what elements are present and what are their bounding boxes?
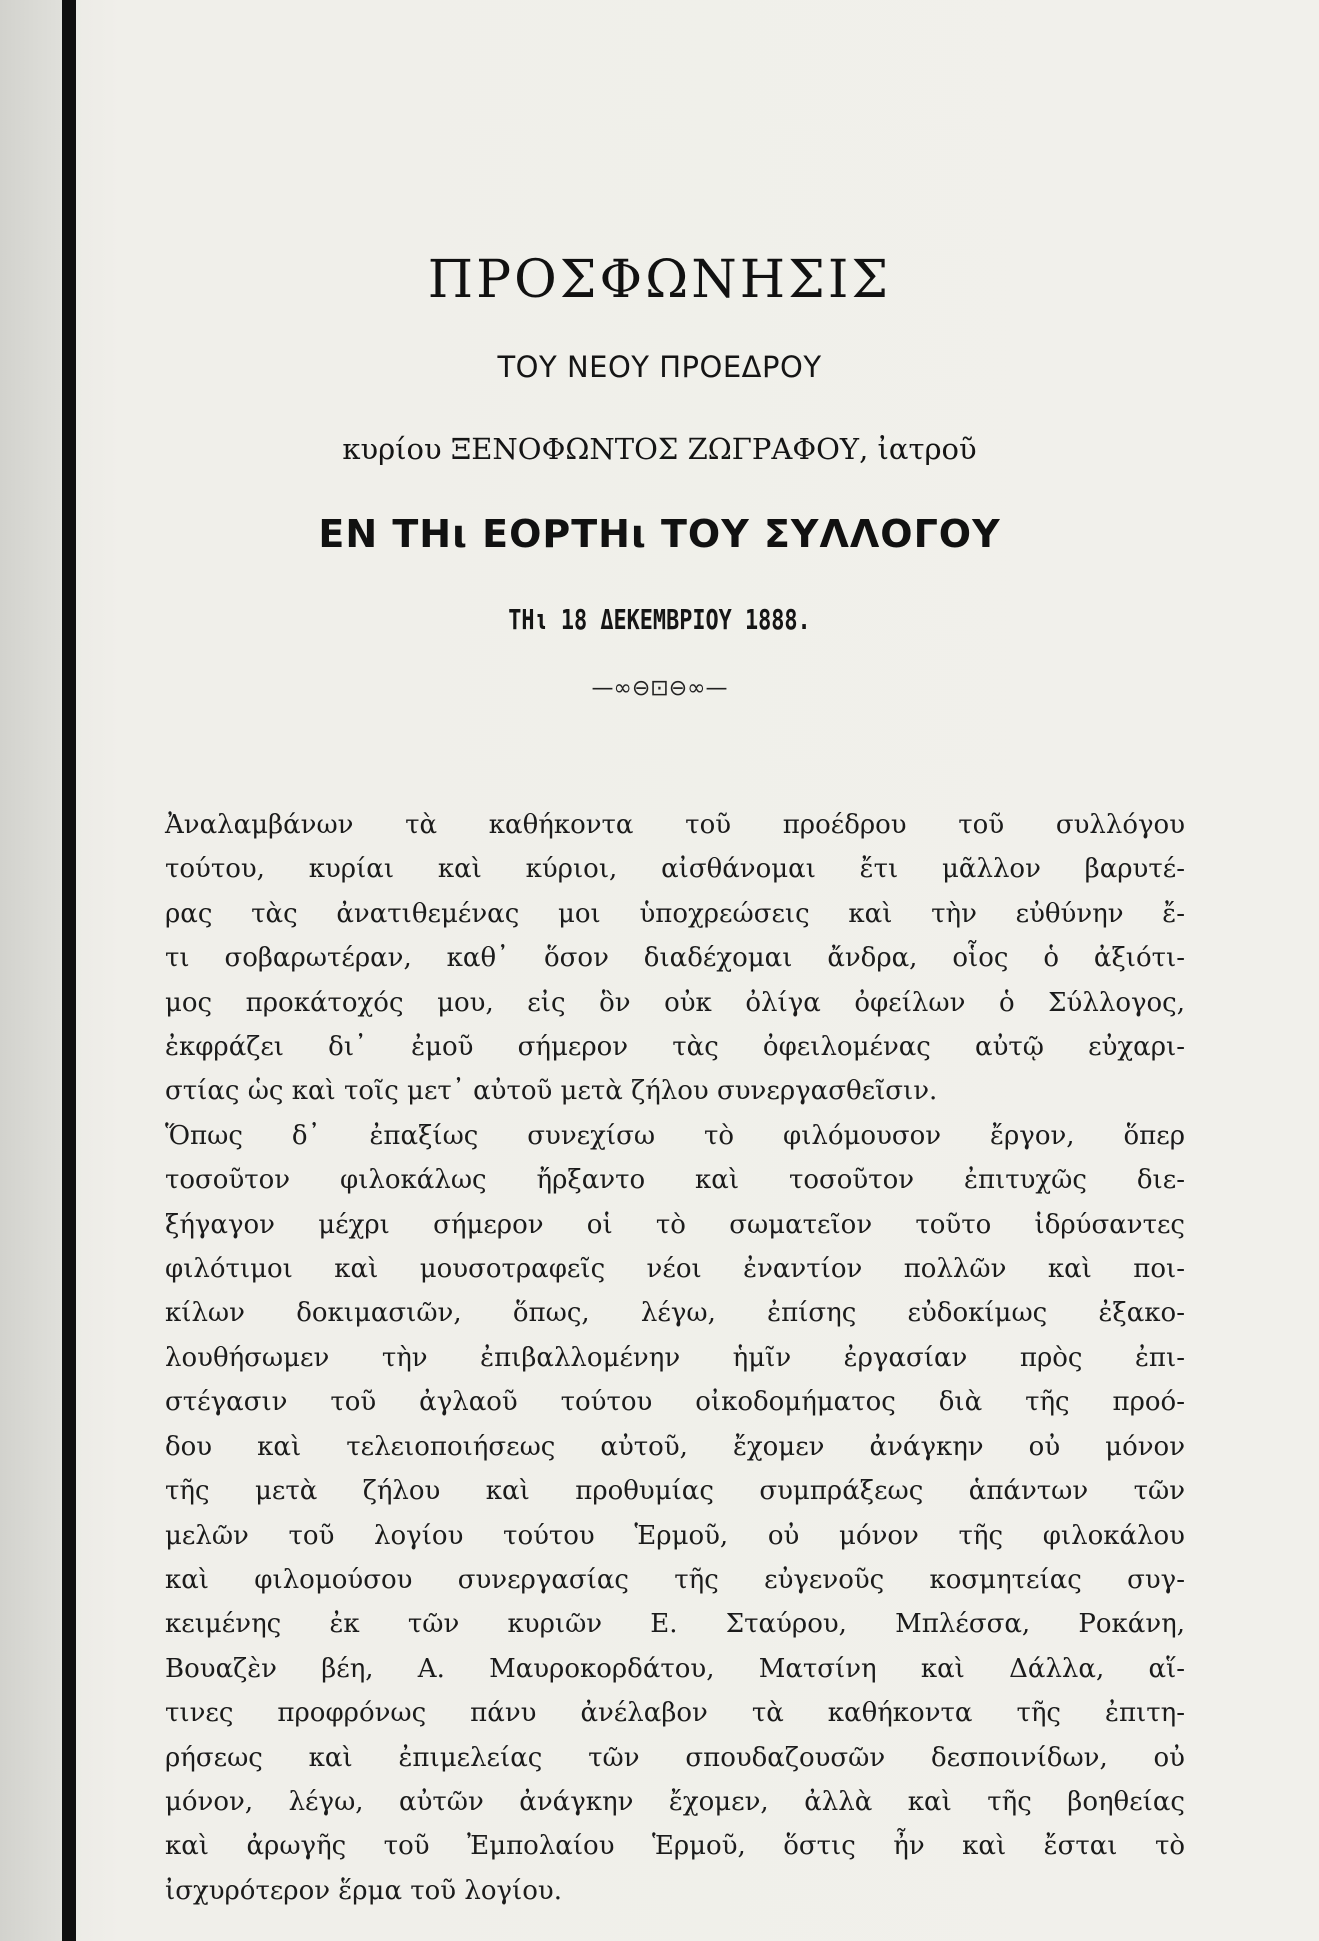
text-line: κίλων δοκιμασιῶν, ὅπως, λέγω, ἐπίσης εὐδοκίμως ἐξακο- <box>165 1298 1185 1329</box>
text-line: Ὅπως δ᾽ ἐπαξίως συνεχίσω τὸ φιλόμουσον ἔργον, ὅπερ <box>165 1120 1185 1151</box>
page-title: ΠΡΟΣΦΩΝΗΣΙΣ <box>427 250 892 310</box>
text-line: ἐκφράζει δι᾽ ἐμοῦ σήμερον τὰς ὀφειλομένας αὐτῷ εὐχαρι- <box>165 1032 1185 1063</box>
subtitle-occasion: ΕΝ ΤΗι ΕΟΡΤΗι ΤΟΥ ΣΥΛΛΟΓΟΥ <box>318 512 1001 556</box>
body-text <box>165 803 1185 1913</box>
text-line: τινες προφρόνως πάνυ ἀνέλαβον τὰ καθήκοντα τῆς ἐπιτη- <box>165 1698 1185 1729</box>
text-line: τῆς μετὰ ζήλου καὶ προθυμίας συμπράξεως ἁπάντων τῶν <box>165 1476 1185 1507</box>
text-line: φιλότιμοι καὶ μουσοτραφεῖς νέοι ἐναντίον πολλῶν καὶ ποι- <box>165 1254 1185 1285</box>
text-line: Ἀναλαμβάνων τὰ καθήκοντα τοῦ προέδρου τοῦ συλλόγου <box>165 810 1185 840</box>
text-line: ρήσεως καὶ ἐπιμελείας τῶν σπουδαζουσῶν δεσποινίδων, οὐ <box>165 1742 1185 1773</box>
text-line: μος προκάτοχός μου, εἰς ὃν οὐκ ὀλίγα ὀφείλων ὁ Σύλλογος, <box>165 987 1185 1018</box>
text-line: μελῶν τοῦ λογίου τούτου Ἑρμοῦ, οὐ μόνον τῆς φιλοκάλου <box>165 1520 1185 1551</box>
text-line: στέγασιν τοῦ ἀγλαοῦ τούτου οἰκοδομήματος διὰ τῆς προό- <box>165 1387 1185 1418</box>
text-line: ξήγαγον μέχρι σήμερον οἱ τὸ σωματεῖον τοῦτο ἱδρύσαντες <box>165 1209 1185 1240</box>
text-line: λουθήσωμεν τὴν ἐπιβαλλομένην ἡμῖν ἐργασίαν πρὸς ἐπι- <box>165 1342 1185 1373</box>
text-line: ἰσχυρότερον ἕρμα τοῦ λογίου. <box>165 1875 562 1906</box>
subtitle-name: κυρίου ΞΕΝΟΦΩΝΤΟΣ ΖΩΓΡΑΦΟΥ, ἰατροῦ <box>342 432 977 466</box>
subtitle-president: ΤΟΥ ΝΕΟΥ ΠΡΟΕΔΡΟΥ <box>497 350 822 384</box>
text-line: Βουαζὲν βέη, Α. Μαυροκορδάτου, Ματσίνη καὶ Δάλλα, αἵ- <box>165 1653 1185 1684</box>
text-line: τοσοῦτον φιλοκάλως ἤρξαντο καὶ τοσοῦτον ἐπιτυχῶς διε- <box>165 1165 1185 1196</box>
text-line: ρας τὰς ἀνατιθεμένας μοι ὑποχρεώσεις καὶ τὴν εὐθύνην ἔ- <box>165 898 1185 929</box>
text-line: δου καὶ τελειοποιήσεως αὐτοῦ, ἔχομεν ἀνάγκην οὐ μόνον <box>165 1431 1185 1462</box>
text-line: κειμένης ἐκ τῶν κυριῶν Ε. Σταύρου, Μπλέσσα, Ροκάνη, <box>165 1609 1185 1640</box>
date-line: ΤΗι 18 ΔΕΚΕΜΒΡΙΟΥ 1888. <box>508 603 811 636</box>
text-line: τούτου, κυρίαι καὶ κύριοι, αἰσθάνομαι ἔτι μᾶλλον βαρυτέ- <box>165 854 1185 885</box>
text-line: καὶ φιλομούσου συνεργασίας τῆς εὐγενοῦς κοσμητείας συγ- <box>165 1564 1185 1595</box>
text-line: καὶ ἀρωγῆς τοῦ Ἐμπολαίου Ἑρμοῦ, ὅστις ἦν καὶ ἔσται τὸ <box>165 1831 1185 1862</box>
text-line: μόνον, λέγω, αὐτῶν ἀνάγκην ἔχομεν, ἀλλὰ καὶ τῆς βοηθείας <box>165 1786 1185 1817</box>
text-line: τι σοβαρωτέραν, καθ᾽ ὅσον διαδέχομαι ἄνδρα, οἷος ὁ ἀξιότι- <box>165 943 1185 974</box>
ornament-divider: —∞⊖⊡⊖∞— <box>591 676 728 701</box>
text-line: στίας ὡς καὶ τοῖς μετ᾽ αὐτοῦ μετὰ ζήλου συνεργασθεῖσιν. <box>165 1076 938 1107</box>
